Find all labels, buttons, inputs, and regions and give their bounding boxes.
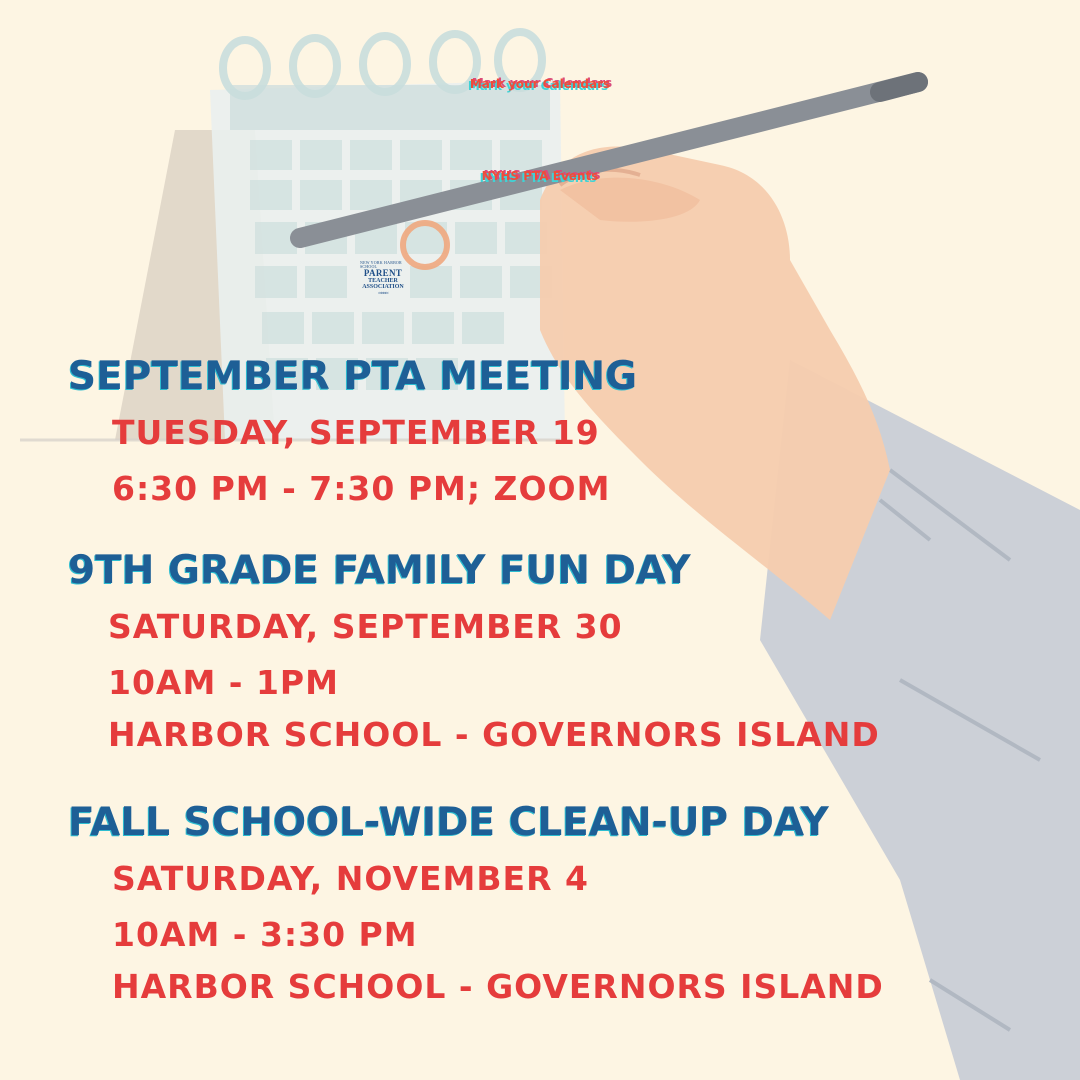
logo-top-text: NEW YORK HARBOR SCHOOL	[360, 260, 402, 269]
event-location-family-fun-day: HARBOR SCHOOL - GOVERNORS ISLAND	[108, 715, 880, 754]
event-heading-september-meeting: SEPTEMBER PTA MEETING	[68, 354, 638, 399]
event-location-clean-up-day: HARBOR SCHOOL - GOVERNORS ISLAND	[112, 967, 884, 1006]
event-time-family-fun-day: 10AM - 1PM	[108, 663, 339, 702]
pta-logo	[360, 258, 406, 300]
event-heading-family-fun-day: 9TH GRADE FAMILY FUN DAY	[68, 548, 691, 593]
title-line-1: Mark your Calendars	[469, 77, 611, 91]
logo-waves-icon: ≈≈≈≈	[378, 291, 388, 297]
logo-line-1: PARENT	[363, 268, 403, 278]
event-date-family-fun-day: SATURDAY, SEPTEMBER 30	[108, 607, 623, 646]
event-time-clean-up-day: 10AM - 3:30 PM	[112, 915, 418, 954]
event-date-september-meeting: TUESDAY, SEPTEMBER 19	[112, 413, 600, 452]
event-heading-clean-up-day: FALL SCHOOL-WIDE CLEAN-UP DAY	[68, 800, 829, 845]
title-line-2: NYHS PTA Events	[481, 169, 599, 183]
logo-line-3: ASSOCIATION	[362, 284, 404, 290]
event-date-clean-up-day: SATURDAY, NOVEMBER 4	[112, 859, 589, 898]
logo-line-2: TEACHER	[368, 278, 398, 284]
event-time-september-meeting: 6:30 PM - 7:30 PM; ZOOM	[112, 469, 611, 508]
